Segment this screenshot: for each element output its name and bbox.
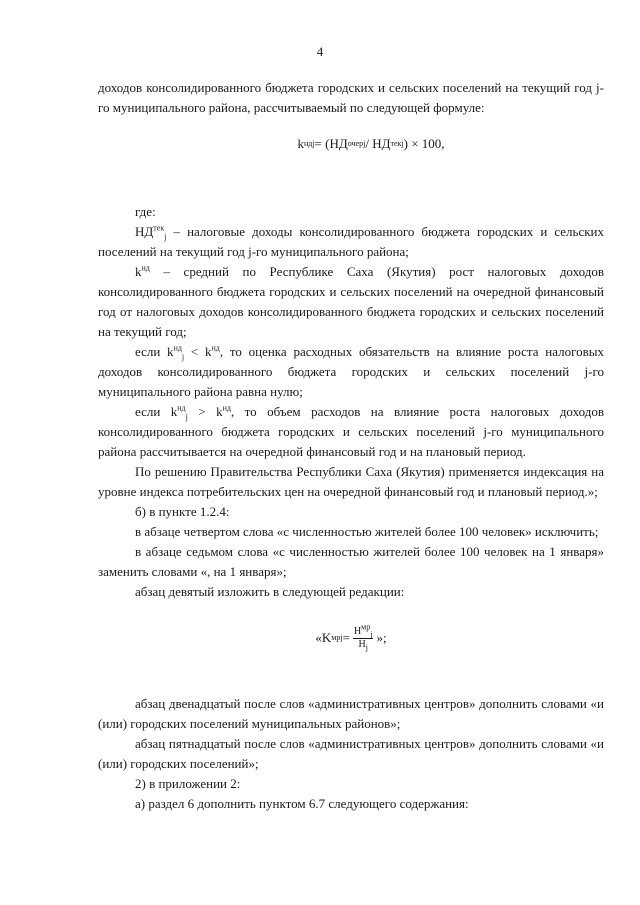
paragraph-abzac-9: абзац девятый изложить в следующей редакции:: [135, 584, 405, 599]
condition-less: если $k^{нд}_j < k^{нд}$, то оценка расходных обязательств на влияние роста налоговых доходов консолидированного бюджета городских и сельских поселений j-го муниципального района равна нулю;: [98, 343, 604, 399]
paragraph-item-a: а) раздел 6 дополнить пунктом 6.7 следующего содержания:: [135, 796, 469, 811]
paragraph-intro: доходов консолидированного бюджета городских и сельских поселений на текущий год j-го муниципального района, рассчитываемый по следующей формуле:: [98, 80, 604, 115]
definition-k-nd: $k^{нд}$ – средний по Республике Саха (Якутия) рост налоговых доходов консолидированного бюджета городских и сельских поселений на очередной финансовый год от налоговых доходов консолидированного бюджета городских и сельских поселений на текущий год;: [98, 263, 604, 339]
definition-nd-tek: $НД^{тек}_j$ – налоговые доходы консолидированного бюджета городских и сельских поселений на текущий год j-го муниципального района;: [98, 223, 604, 259]
fraction: $\frac{H^{мр}_j}{H_j}$: [353, 622, 373, 652]
condition-greater: если $k^{нд}_j > k^{нд}$, то объем расходов на влияние роста налоговых доходов консолидированного бюджета городских и сельских поселений j-го муниципального района рассчитывается на очередной финансовый год и на плановый период.: [98, 403, 604, 459]
paragraph-abzac-4: в абзаце четвертом слова «с численностью жителей более 100 человек» исключить;: [135, 524, 599, 539]
paragraph-decision: По решению Правительства Республики Саха (Якутия) применяется индексация на уровне индекса потребительских цен на очередной финансовый год и плановый период.»;: [98, 464, 604, 499]
page-number: 4: [316, 44, 324, 59]
document-body: [98, 78, 604, 814]
paragraph-abzac-12: абзац двенадцатый после слов «административных центров» дополнить словами «и (или) городских поселений муниципальных районов»;: [98, 696, 604, 731]
formula-growth-coefficient: k нд j = (НД очер j / НД тек j ) × 100,: [297, 136, 445, 151]
paragraph-abzac-7: в абзаце седьмом слова «с численностью жителей более 100 человек на 1 января» заменить словами «, на 1 января»;: [98, 544, 604, 579]
paragraph-appendix-2: 2) в приложении 2:: [135, 776, 241, 791]
formula-k-mr: «K мр j = $\frac{H^{мр}_j}{H_j}$ »;: [315, 622, 387, 652]
paragraph-where: где:: [135, 204, 156, 219]
paragraph-item-b: б) в пункте 1.2.4:: [135, 504, 230, 519]
paragraph-abzac-15: абзац пятнадцатый после слов «административных центров» дополнить словами «и (или) городских поселений»;: [98, 736, 604, 771]
